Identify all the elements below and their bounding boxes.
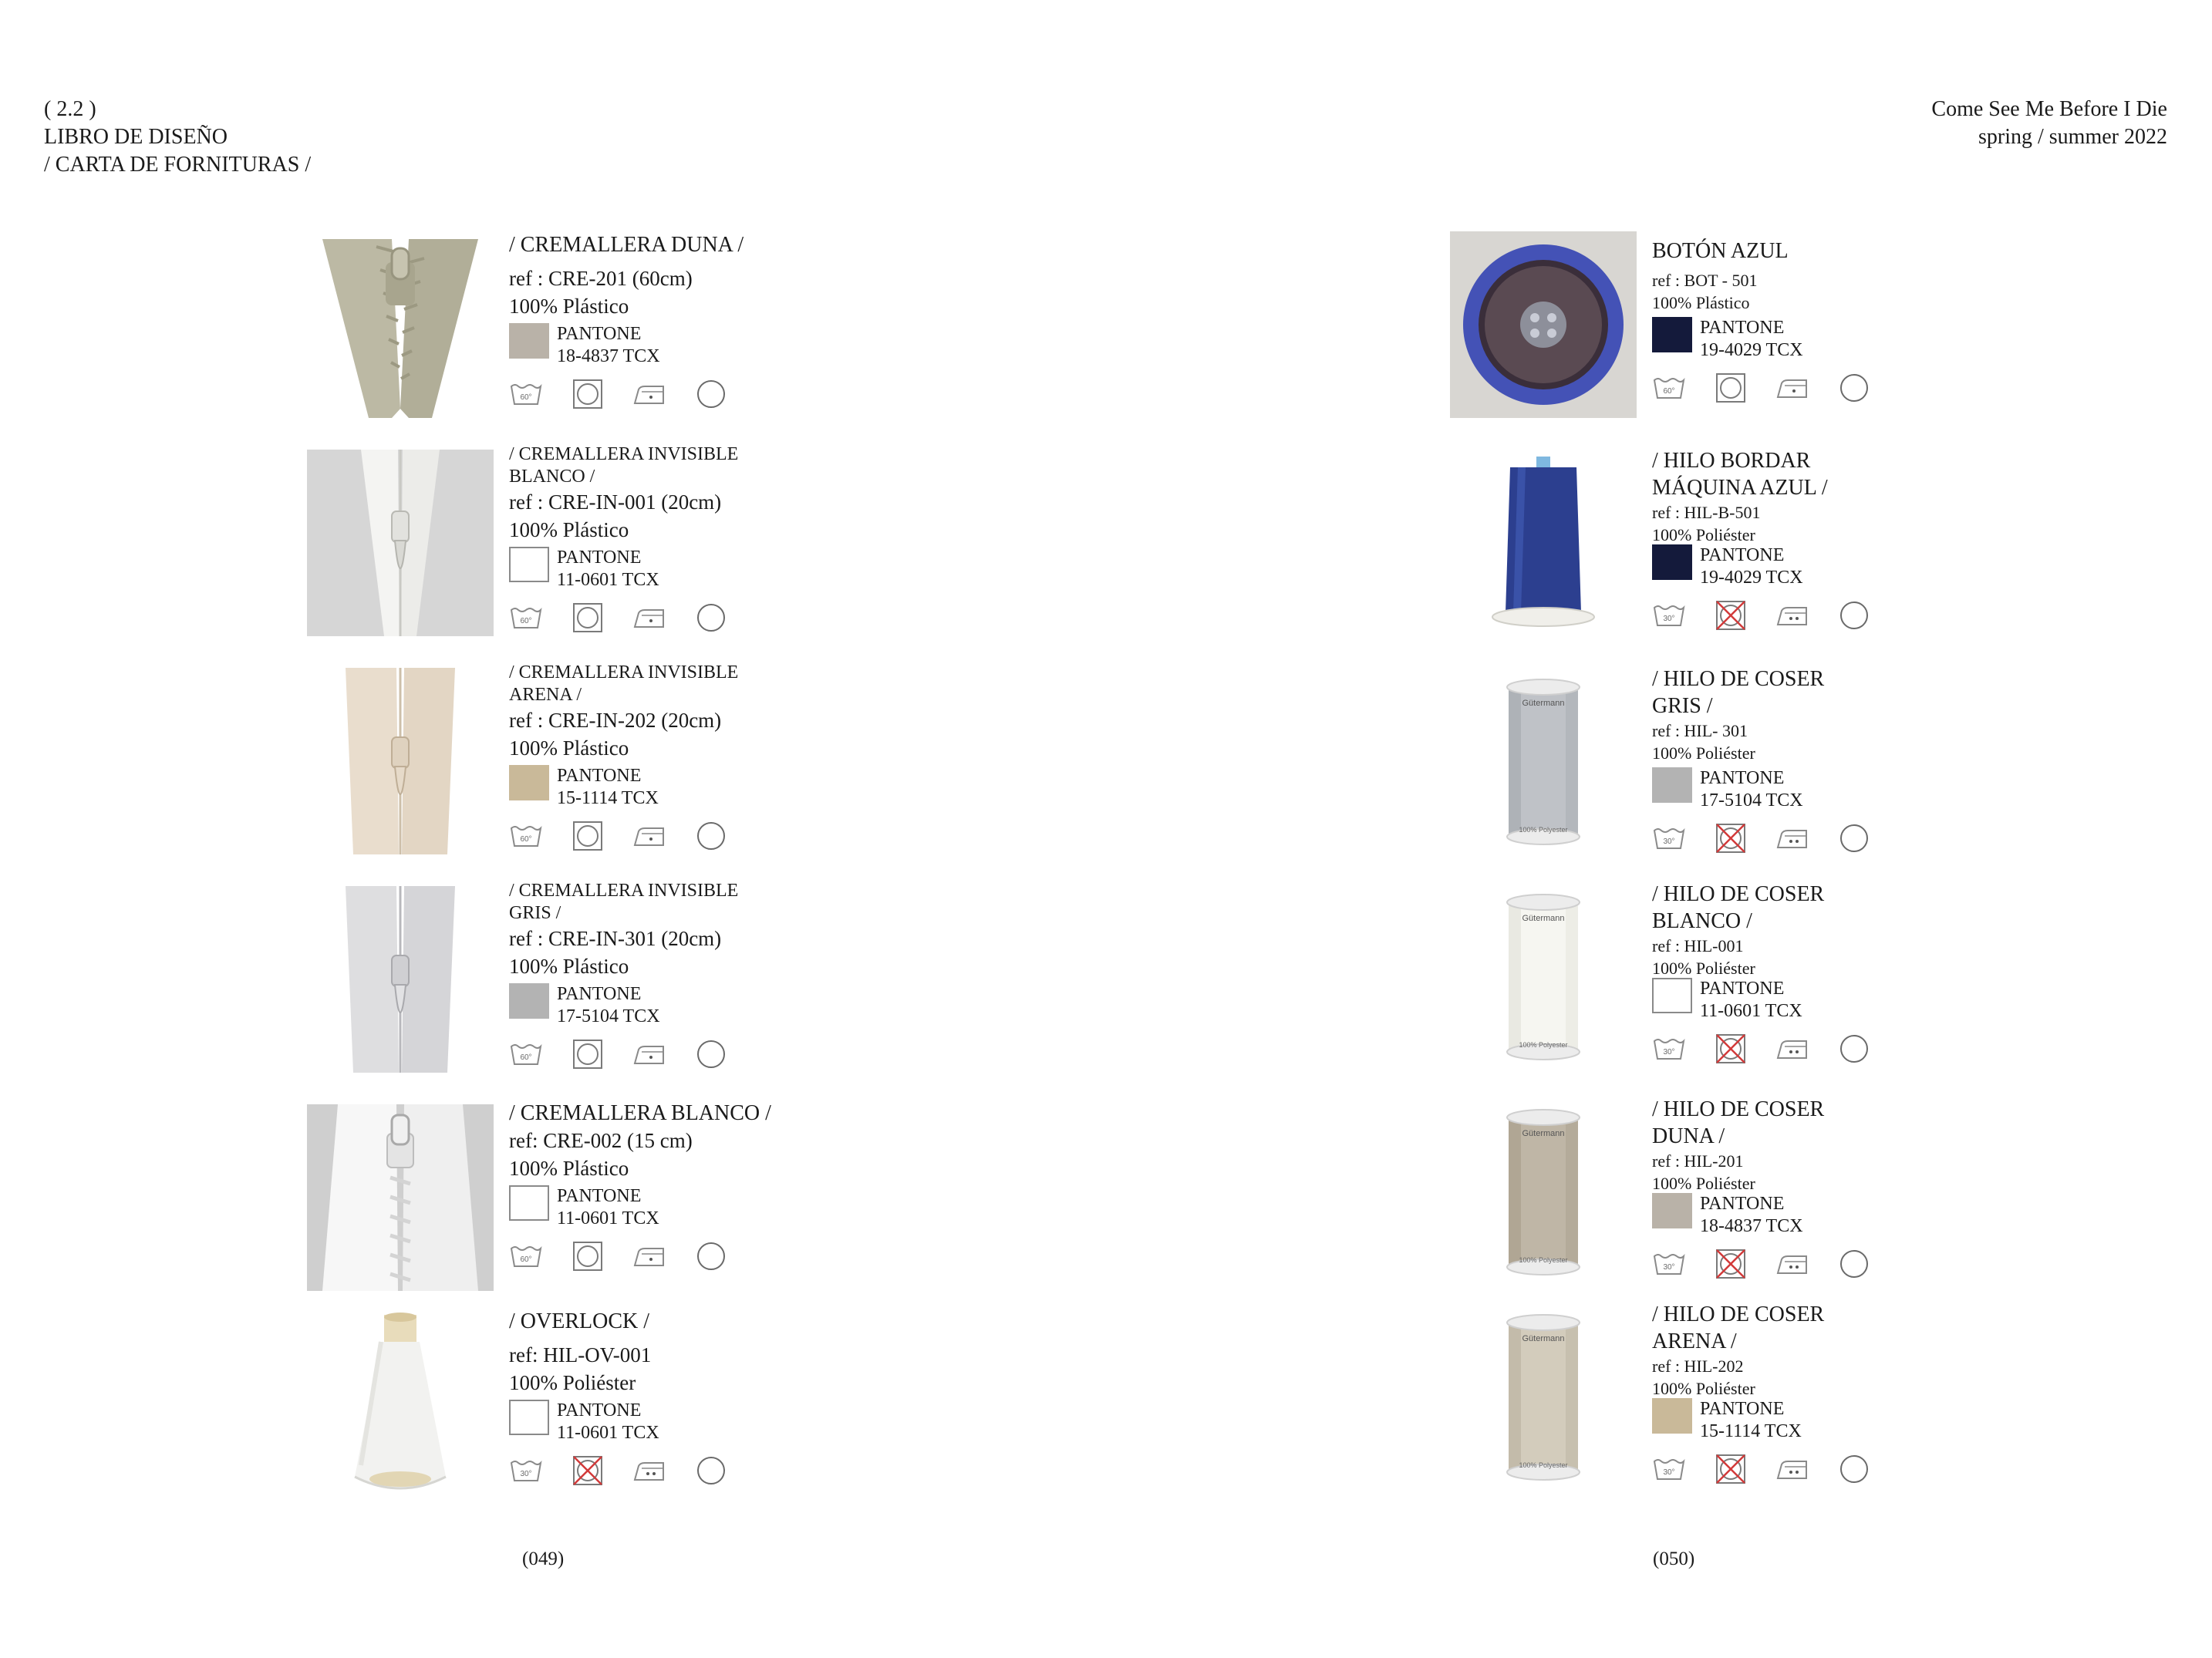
- thread-spool-photo: [1450, 1096, 1637, 1282]
- item-details: [509, 662, 910, 853]
- tumble-dry-icon: [572, 821, 603, 851]
- svg-text:60°: 60°: [520, 617, 532, 625]
- trim-item-cremallera-invisible-arena: [307, 662, 924, 861]
- wash-temperature-icon: [509, 824, 543, 848]
- care-symbols: [509, 377, 910, 411]
- item-material: 100% Plástico: [509, 518, 629, 541]
- dry-clean-icon: [1839, 823, 1870, 854]
- item-details: [1652, 666, 2053, 855]
- dry-clean-icon: [1839, 372, 1870, 403]
- no-tumble-dry-icon: [1715, 1033, 1746, 1064]
- svg-text:30°: 30°: [1663, 615, 1675, 623]
- item-material: 100% Plástico: [509, 955, 629, 978]
- item-details: [1652, 450, 2053, 632]
- item-details: [509, 1311, 910, 1488]
- item-material: 100% Poliéster: [509, 1371, 636, 1394]
- spool-brand-label: Gütermann: [1522, 1334, 1565, 1343]
- dry-clean-icon: [696, 602, 727, 633]
- care-symbols: [509, 1239, 910, 1273]
- pantone-label: PANTONE: [1700, 1399, 1785, 1419]
- item-title: / CREMALLERA BLANCO /: [509, 1101, 771, 1125]
- color-swatch: [1652, 544, 1692, 580]
- thread-spool-photo: [1450, 881, 1637, 1067]
- iron-icon: [632, 1459, 666, 1482]
- color-swatch: [509, 983, 549, 1019]
- spool-brand-label: Gütermann: [1522, 914, 1565, 923]
- item-details: [509, 444, 910, 635]
- trim-item-hilo-bordar-azul: [1450, 450, 2067, 643]
- dry-clean-icon: [1839, 600, 1870, 631]
- item-details: [509, 1101, 910, 1273]
- item-title: BOTÓN AZUL: [1652, 239, 1789, 263]
- iron-icon: [1775, 1252, 1809, 1276]
- item-ref: ref : BOT - 501: [1652, 271, 1758, 290]
- care-symbols: [1652, 371, 2053, 405]
- collection-header: [1931, 96, 2167, 151]
- spool-brand-label: Gütermann: [1522, 1129, 1565, 1138]
- svg-text:60°: 60°: [1663, 387, 1675, 396]
- pantone-code: 11-0601 TCX: [557, 1208, 659, 1228]
- item-details: [509, 881, 910, 1071]
- care-symbols: [509, 819, 910, 853]
- pantone-code: 17-5104 TCX: [557, 1006, 660, 1026]
- item-material: 100% Poliéster: [1652, 525, 1755, 544]
- svg-text:30°: 30°: [520, 1470, 532, 1478]
- pantone-row: [509, 1400, 910, 1444]
- dry-clean-icon: [696, 379, 727, 409]
- item-title: / HILO BORDAR: [1652, 449, 1811, 473]
- item-title-line2: ARENA /: [1652, 1329, 1737, 1353]
- pantone-label: PANTONE: [1700, 979, 1785, 999]
- color-swatch: [1652, 978, 1692, 1013]
- iron-icon: [1775, 1037, 1809, 1060]
- no-tumble-dry-icon: [572, 1455, 603, 1486]
- trim-item-boton-azul: [1450, 231, 2067, 424]
- item-material: 100% Plástico: [509, 1157, 629, 1180]
- pantone-code: 18-4837 TCX: [557, 346, 660, 366]
- svg-text:30°: 30°: [1663, 1468, 1675, 1477]
- color-swatch: [509, 765, 549, 800]
- tumble-dry-icon: [1715, 372, 1746, 403]
- spool-bottom-label: 100% Polyester: [1519, 1041, 1568, 1049]
- trim-item-cremallera-duna: [307, 231, 924, 424]
- pantone-label: PANTONE: [557, 548, 642, 568]
- color-swatch: [1652, 317, 1692, 352]
- wash-temperature-icon: [509, 1042, 543, 1067]
- color-swatch: [509, 1400, 549, 1435]
- item-title-line2: MÁQUINA AZUL /: [1652, 476, 1828, 500]
- pantone-code: 19-4029 TCX: [1700, 340, 1803, 360]
- item-title: / HILO DE COSER: [1652, 667, 1825, 691]
- wash-temperature-icon: [1652, 1036, 1686, 1061]
- iron-icon: [1775, 376, 1809, 399]
- zipper-photo: [307, 1104, 494, 1291]
- spool-bottom-label: 100% Polyester: [1519, 1256, 1568, 1264]
- no-tumble-dry-icon: [1715, 823, 1746, 854]
- color-swatch: [509, 323, 549, 359]
- item-title-line2: BLANCO /: [1652, 909, 1752, 933]
- item-title-line2: BLANCO /: [509, 467, 595, 487]
- collection-name: Come See Me Before I Die: [1931, 97, 2167, 121]
- svg-text:30°: 30°: [1663, 1263, 1675, 1272]
- thread-spool-photo: [1450, 1301, 1637, 1488]
- tumble-dry-icon: [572, 1039, 603, 1070]
- pantone-code: 17-5104 TCX: [1700, 790, 1803, 810]
- wash-temperature-icon: [1652, 826, 1686, 851]
- pantone-row: [509, 1185, 910, 1230]
- care-symbols: [1652, 1032, 2053, 1066]
- pantone-row: [509, 547, 910, 591]
- iron-icon: [1775, 604, 1809, 627]
- pantone-row: [1652, 978, 2053, 1023]
- thread-spool-photo: [1450, 666, 1637, 852]
- pantone-label: PANTONE: [557, 984, 642, 1004]
- tumble-dry-icon: [572, 1241, 603, 1272]
- pantone-code: 11-0601 TCX: [557, 570, 659, 590]
- tumble-dry-icon: [572, 602, 603, 633]
- page-number-left: (049): [522, 1548, 565, 1569]
- wash-temperature-icon: [1652, 603, 1686, 628]
- pantone-row: [509, 983, 910, 1028]
- dry-clean-icon: [696, 1039, 727, 1070]
- pantone-row: [509, 765, 910, 810]
- item-material: 100% Poliéster: [1652, 1174, 1755, 1193]
- iron-icon: [632, 1043, 666, 1066]
- pantone-row: [1652, 767, 2053, 812]
- item-ref: ref: HIL-OV-001: [509, 1343, 652, 1367]
- pantone-code: 15-1114 TCX: [1700, 1421, 1802, 1441]
- season: spring / summer 2022: [1978, 125, 2167, 149]
- item-title: / HILO DE COSER: [1652, 1302, 1825, 1326]
- iron-icon: [632, 606, 666, 629]
- trim-item-cremallera-invisible-gris: [307, 881, 924, 1079]
- item-details: [1652, 231, 2053, 405]
- item-details: [509, 231, 910, 411]
- item-title-line2: GRIS /: [509, 903, 561, 923]
- pantone-code: 15-1114 TCX: [557, 788, 659, 808]
- item-ref: ref : CRE-IN-301 (20cm): [509, 927, 722, 950]
- care-symbols: [1652, 1452, 2053, 1486]
- care-symbols: [1652, 1247, 2053, 1281]
- zipper-photo: [307, 668, 494, 854]
- section-number: ( 2.2 ): [44, 97, 96, 121]
- dry-clean-icon: [1839, 1249, 1870, 1279]
- thread-cone-photo: [1450, 450, 1637, 637]
- pantone-code: 11-0601 TCX: [1700, 1001, 1802, 1021]
- iron-icon: [632, 1245, 666, 1268]
- svg-text:60°: 60°: [520, 1053, 532, 1062]
- care-symbols: [1652, 598, 2053, 632]
- item-title: / CREMALLERA INVISIBLE: [509, 444, 739, 464]
- item-material: 100% Poliéster: [1652, 959, 1755, 978]
- tumble-dry-icon: [572, 379, 603, 409]
- color-swatch: [1652, 767, 1692, 803]
- item-title: / CREMALLERA DUNA /: [509, 233, 744, 257]
- wash-temperature-icon: [509, 605, 543, 630]
- trim-item-hilo-coser-duna: [1450, 1096, 2067, 1289]
- item-details: [1652, 1301, 2053, 1486]
- dry-clean-icon: [696, 821, 727, 851]
- spool-bottom-label: 100% Polyester: [1519, 826, 1568, 834]
- button-photo: [1450, 231, 1637, 418]
- item-ref: ref : HIL-B-501: [1652, 503, 1761, 522]
- item-material: 100% Plástico: [509, 736, 629, 760]
- color-swatch: [509, 1185, 549, 1221]
- iron-icon: [1775, 827, 1809, 850]
- item-ref: ref : HIL- 301: [1652, 721, 1748, 740]
- wash-temperature-icon: [509, 382, 543, 406]
- item-title: / OVERLOCK /: [509, 1309, 649, 1333]
- color-swatch: [1652, 1193, 1692, 1228]
- item-material: 100% Plástico: [1652, 293, 1750, 312]
- svg-text:60°: 60°: [520, 1255, 532, 1264]
- item-title-line2: GRIS /: [1652, 694, 1713, 718]
- trim-item-overlock: [307, 1311, 924, 1504]
- svg-text:60°: 60°: [520, 393, 532, 402]
- dry-clean-icon: [1839, 1454, 1870, 1484]
- wash-temperature-icon: [1652, 1252, 1686, 1276]
- item-material: 100% Plástico: [509, 295, 629, 318]
- item-ref: ref: CRE-002 (15 cm): [509, 1129, 693, 1152]
- color-swatch: [509, 547, 549, 582]
- pantone-row: [1652, 544, 2053, 589]
- pantone-code: 18-4837 TCX: [1700, 1216, 1803, 1236]
- care-symbols: [509, 1454, 910, 1488]
- page-number-right: (050): [1653, 1548, 1695, 1569]
- wash-temperature-icon: [1652, 376, 1686, 400]
- item-ref: ref : CRE-IN-001 (20cm): [509, 490, 722, 514]
- care-symbols: [509, 1037, 910, 1071]
- spool-bottom-label: 100% Polyester: [1519, 1461, 1568, 1469]
- svg-text:30°: 30°: [1663, 837, 1675, 846]
- item-ref: ref : CRE-201 (60cm): [509, 267, 693, 290]
- trim-item-hilo-coser-gris: [1450, 666, 2067, 858]
- pantone-row: [1652, 1398, 2053, 1443]
- item-title-line2: DUNA /: [1652, 1124, 1725, 1148]
- dry-clean-icon: [696, 1241, 727, 1272]
- pantone-label: PANTONE: [557, 1186, 642, 1206]
- pantone-label: PANTONE: [1700, 318, 1785, 338]
- svg-text:30°: 30°: [1663, 1048, 1675, 1056]
- pantone-code: 11-0601 TCX: [557, 1423, 659, 1443]
- no-tumble-dry-icon: [1715, 600, 1746, 631]
- svg-text:60°: 60°: [520, 835, 532, 844]
- pantone-row: [1652, 1193, 2053, 1238]
- item-ref: ref : HIL-001: [1652, 936, 1744, 955]
- item-title-line2: ARENA /: [509, 685, 582, 705]
- item-title: / HILO DE COSER: [1652, 882, 1825, 906]
- zipper-photo: [307, 450, 494, 636]
- item-details: [1652, 1096, 2053, 1281]
- no-tumble-dry-icon: [1715, 1454, 1746, 1484]
- care-symbols: [509, 601, 910, 635]
- zipper-photo: [307, 231, 494, 418]
- section-header: [44, 96, 311, 179]
- color-swatch: [1652, 1398, 1692, 1434]
- trim-item-hilo-coser-blanco: [1450, 881, 2067, 1073]
- pantone-label: PANTONE: [557, 766, 642, 786]
- iron-icon: [1775, 1457, 1809, 1481]
- dry-clean-icon: [1839, 1033, 1870, 1064]
- wash-temperature-icon: [509, 1244, 543, 1269]
- item-title: / CREMALLERA INVISIBLE: [509, 662, 739, 682]
- item-details: [1652, 881, 2053, 1066]
- pantone-code: 19-4029 TCX: [1700, 568, 1803, 588]
- pantone-label: PANTONE: [557, 1400, 642, 1420]
- pantone-label: PANTONE: [1700, 545, 1785, 565]
- item-title: / HILO DE COSER: [1652, 1097, 1825, 1121]
- care-symbols: [1652, 821, 2053, 855]
- item-ref: ref : HIL-202: [1652, 1356, 1744, 1376]
- overlock-cone-photo: [307, 1311, 494, 1498]
- trim-item-hilo-coser-arena: [1450, 1301, 2067, 1494]
- iron-icon: [632, 824, 666, 848]
- zipper-photo: [307, 886, 494, 1073]
- spool-brand-label: Gütermann: [1522, 699, 1565, 708]
- section-title: / CARTA DE FORNITURAS /: [44, 153, 312, 177]
- no-tumble-dry-icon: [1715, 1249, 1746, 1279]
- dry-clean-icon: [696, 1455, 727, 1486]
- iron-icon: [632, 382, 666, 406]
- pantone-label: PANTONE: [1700, 768, 1785, 788]
- pantone-row: [1652, 317, 2053, 362]
- trim-item-cremallera-blanco: [307, 1101, 924, 1297]
- wash-temperature-icon: [1652, 1457, 1686, 1481]
- item-ref: ref : HIL-201: [1652, 1151, 1744, 1171]
- pantone-label: PANTONE: [557, 324, 642, 344]
- item-ref: ref : CRE-IN-202 (20cm): [509, 709, 722, 732]
- pantone-label: PANTONE: [1700, 1194, 1785, 1214]
- pantone-row: [509, 323, 910, 368]
- wash-temperature-icon: [509, 1458, 543, 1483]
- item-material: 100% Poliéster: [1652, 743, 1755, 763]
- book-title: LIBRO DE DISEÑO: [44, 125, 228, 149]
- item-material: 100% Poliéster: [1652, 1379, 1755, 1398]
- trim-item-cremallera-invisible-blanco: [307, 444, 924, 642]
- item-title: / CREMALLERA INVISIBLE: [509, 881, 739, 901]
